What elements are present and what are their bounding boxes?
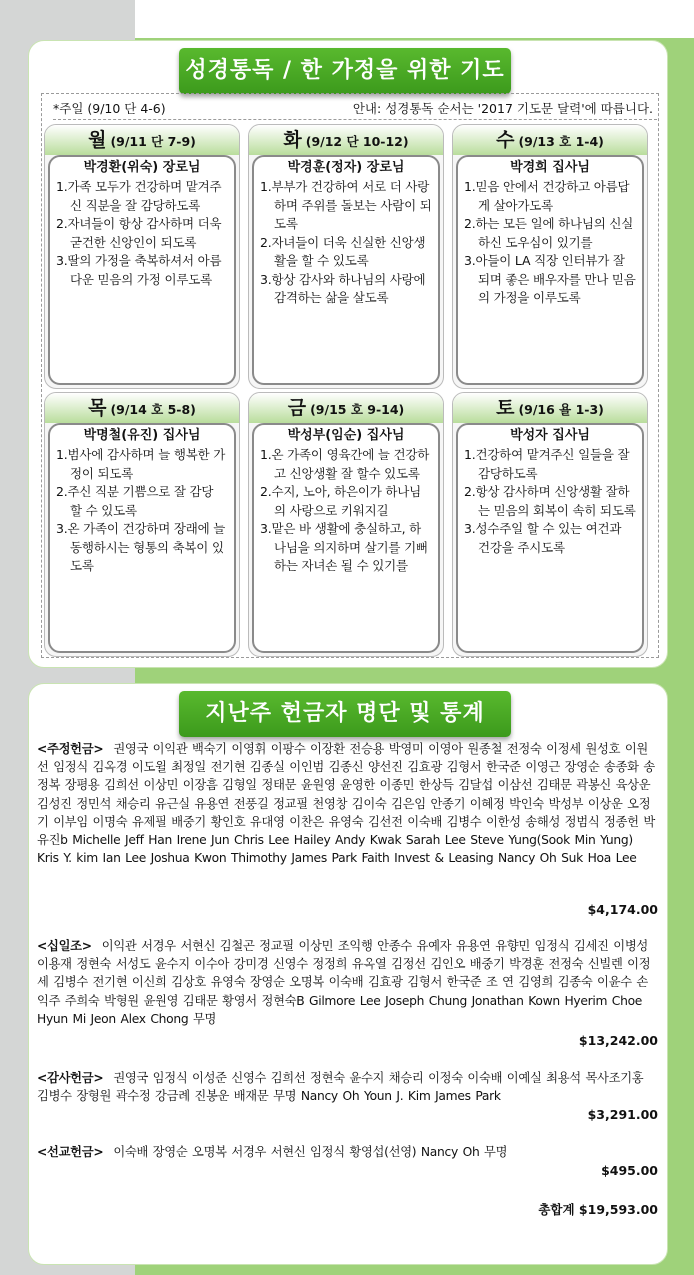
day-header	[453, 125, 647, 155]
prayer-item: 2.항상 감사하며 신앙생활 잘하는 믿음의 회복이 속히 되도록	[464, 484, 636, 518]
prayer-item: 3.아들이 LA 직장 인터뷰가 잘 되며 좋은 배우자를 만나 믿음의 가정을 이루도록	[464, 253, 636, 305]
prayer-item: 2.하는 모든 일에 하나님의 신실하신 도우심이 있기를	[464, 216, 634, 250]
prayer-box	[456, 155, 644, 385]
offering-label: <십일조>	[37, 939, 92, 953]
offering-banner: 지난주 헌금자 명단 및 통계	[179, 691, 511, 737]
day-reading-ref: (9/12 단 10-12)	[305, 134, 409, 149]
offering-section-tithe-weekly	[37, 740, 659, 867]
offering-label: <주정헌금>	[37, 742, 104, 756]
prayer-box	[48, 155, 236, 385]
day-header	[45, 125, 239, 155]
prayer-item: 2.자녀들이 항상 감사하며 더욱 굳건한 신앙인이 되도록	[56, 216, 222, 250]
offering-amount: $495.00	[601, 1163, 658, 1178]
prayer-family-name: 박성자 집사님	[510, 428, 590, 443]
prayer-item: 3.성수주일 할 수 있는 여건과 건강을 주시도록	[464, 521, 622, 555]
offering-total: 총합계 $19,593.00	[538, 1202, 658, 1217]
offering-label: <선교헌금>	[37, 1145, 104, 1159]
offering-amount: $3,291.00	[587, 1107, 658, 1122]
day-card	[452, 124, 648, 389]
prayer-family-name: 박경희 집사님	[510, 160, 590, 175]
prayer-family-name: 박경훈(정자) 장로님	[287, 160, 405, 175]
day-card	[44, 124, 240, 389]
day-of-week: 목	[88, 397, 107, 419]
reading-info-row	[53, 98, 657, 120]
prayer-banner: 성경통독 / 한 가정을 위한 기도	[179, 48, 511, 94]
prayer-box	[252, 155, 440, 385]
day-reading-ref: (9/16 욜 1-3)	[518, 402, 604, 417]
day-of-week: 토	[496, 397, 515, 419]
prayer-item: 3.딸의 가정을 축복하셔서 아름다운 믿음의 가정 이루도록	[56, 253, 222, 287]
prayer-box	[456, 423, 644, 653]
sunday-reading: *주일 (9/10 단 4-6)	[53, 101, 166, 116]
offering-amount: $13,242.00	[578, 1033, 658, 1048]
prayer-item: 2.자녀들이 더욱 신실한 신앙생활을 할 수 있도록	[260, 234, 426, 268]
day-card	[248, 392, 444, 657]
day-of-week: 수	[496, 129, 515, 151]
day-reading-ref: (9/11 단 7-9)	[110, 134, 196, 149]
day-header	[453, 393, 647, 423]
prayer-family-name: 박명철(유진) 집사님	[83, 428, 201, 443]
day-reading-ref: (9/13 호 1-4)	[518, 134, 604, 149]
offering-names: 이숙배 장영순 오명복 서경우 서현신 임정식 황영섭(선영) Nancy Oh 무명	[113, 1145, 508, 1159]
day-of-week: 화	[283, 129, 302, 151]
offering-amount: $4,174.00	[587, 902, 658, 917]
reading-notice: 안내: 성경통독 순서는 '2017 기도문 달력'에 따릅니다.	[352, 101, 653, 116]
prayer-item: 2.주신 직분 기쁨으로 잘 감당 할 수 있도록	[56, 484, 214, 518]
prayer-family-name: 박성부(임순) 집사님	[287, 428, 405, 443]
day-card	[44, 392, 240, 657]
offering-label: <감사헌금>	[37, 1071, 104, 1085]
day-card	[248, 124, 444, 389]
prayer-family-name: 박경환(위숙) 장로님	[83, 160, 201, 175]
offering-section-tithe	[37, 937, 659, 1028]
prayer-item: 3.온 가족이 건강하며 장래에 늘 동행하시는 형통의 축복이 있도록	[56, 521, 226, 573]
prayer-item: 3.항상 감사와 하나님의 사랑에 감격하는 삶을 살도록	[260, 271, 426, 305]
day-header	[249, 393, 443, 423]
day-header	[249, 125, 443, 155]
prayer-item: 1.가족 모두가 건강하며 맡겨주신 직분을 잘 감당하도록	[56, 179, 222, 213]
offering-names: 권영국 임정식 이성준 신영수 김희선 정현숙 윤수지 채승리 이정숙 이숙배 이예실 최용석 목사조기홍 김병수 장형원 곽수정 강금례 진봉운 배재문 무명 Nancy Oh Youn J. Kim James Park	[37, 1071, 644, 1104]
day-reading-ref: (9/14 호 5-8)	[110, 402, 196, 417]
offering-names: 이익관 서경우 서현신 김철곤 정교필 이상민 조익행 안종수 유예자 유용연 유향민 임정식 김세진 이병성 이용재 정현숙 서성도 윤수지 이수아 강미경 신영수 정정희 유옥열 김정선 김인오 배중기 박경훈 전정숙 신빌렌 이정세 김병수 전기현 이신희 김상호 유영숙 장영순 오명복 이숙배 김효광 김형서 한국준 조 연 김영희 김종숙 이윤수 손익주 주희숙 박형원 윤원영 김태문 황영서 정현숙B Gilmore Lee Joseph Chung Jonathan Kown Hyerim Choe Hyun Mi Jeon Alex Chong 무명	[37, 939, 651, 1026]
offering-section-thanks	[37, 1069, 659, 1105]
prayer-item: 3.맡은 바 생활에 충실하고, 하나님을 의지하며 살기를 기뻐하는 자녀손 될 수 있기를	[260, 521, 428, 573]
prayer-item: 1.건강하여 맡겨주신 일들을 잘 감당하도록	[464, 447, 630, 481]
day-reading-ref: (9/15 호 9-14)	[310, 402, 405, 417]
prayer-item: 1.범사에 감사하며 늘 행복한 가정이 되도록	[56, 447, 226, 481]
day-of-week: 금	[287, 397, 307, 419]
offering-section-mission	[37, 1143, 659, 1161]
top-white-strip	[135, 0, 694, 38]
prayer-item: 1.온 가족이 영육간에 늘 건강하고 신앙생활 잘 할수 있도록	[260, 447, 430, 481]
prayer-box	[48, 423, 236, 653]
offering-names: 권영국 이익관 백숙기 이영휘 이팡수 이장환 전승용 박영미 이영아 원종철 전정숙 이정세 원성호 이원선 임정식 김옥경 이도윌 최정일 전기현 김종실 이인범 김종신 양선진 김효광 김형서 한국준 이영근 장영순 송종화 송정복 장평용 김희선 이상민 이장흠 김형일 정태문 윤원영 윤영한 이종민 한상득 김달섭 이삼선 김태문 곽봉신 육상운 김성진 정민석 채승리 유근실 유용연 전풍길 정교필 천영창 김이숙 김은임 안종기 이혜정 박인숙 박성부 이상운 오정기 이부임 이명숙 유제필 배중기 황인호 유대영 이찬은 유영숙 김선전 이숙배 김병수 이한성 송해성 정범식 정종헌 박유진b Michelle Jeff Han Irene Jun Chris Lee Hailey Andy Kwak Sarah Lee Steve Yung(Sook Min Yung) Kris Y. kim Ian Lee Joshua Kwon Thimothy James Park Faith Invest & Leasing Nancy Oh Suk Hoa Lee	[37, 742, 655, 866]
day-of-week: 월	[88, 129, 107, 151]
prayer-box	[252, 423, 440, 653]
day-header	[45, 393, 239, 423]
prayer-item: 2.수지, 노아, 하은이가 하나님의 사랑으로 키워지길	[260, 484, 422, 518]
day-card	[452, 392, 648, 657]
prayer-item: 1.믿음 안에서 건강하고 아름답게 살아가도록	[464, 179, 630, 213]
prayer-item: 1.부부가 건강하여 서로 더 사랑하며 주위를 돌보는 사람이 되도록	[260, 179, 432, 231]
